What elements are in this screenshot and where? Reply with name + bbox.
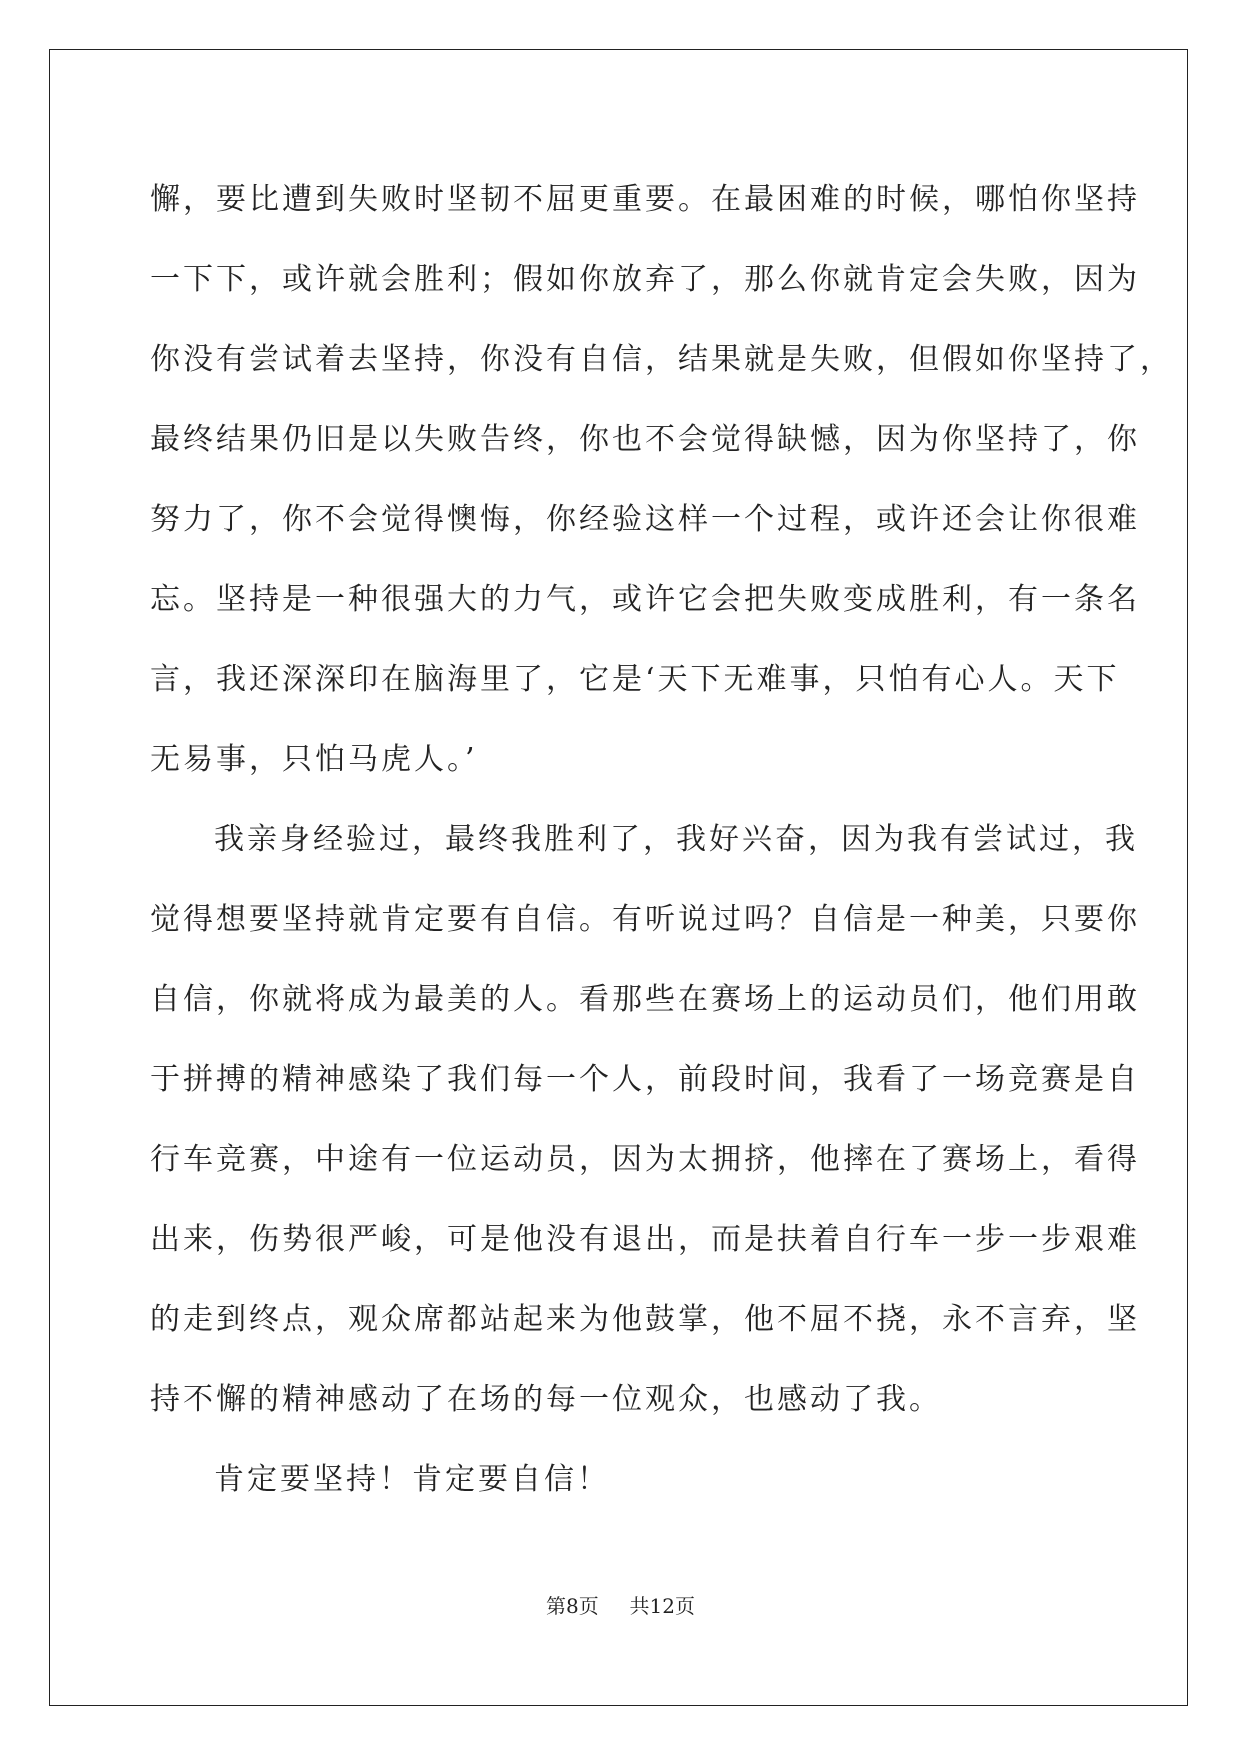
paragraph-start-line: 我亲身经验过，最终我胜利了，我好兴奋，因为我有尝试过，我 <box>214 822 1138 857</box>
page-footer <box>0 1590 1241 1619</box>
paragraph-start-line: 肯定要坚持！肯定要自信！ <box>214 1462 610 1497</box>
page-number-current: 第8页 <box>546 1594 599 1618</box>
text-line: 行车竞赛，中途有一位运动员，因为太拥挤，他摔在了赛场上，看得 <box>150 1142 1140 1177</box>
text-line: 的走到终点，观众席都站起来为他鼓掌，他不屈不挠，永不言弃，坚 <box>150 1302 1140 1337</box>
text-line: 言，我还深深印在脑海里了，它是‘天下无难事，只怕有心人。天下 <box>150 662 1120 697</box>
text-line: 无易事，只怕马虎人。’ <box>150 742 478 777</box>
text-line: 懈，要比遭到失败时坚韧不屈更重要。在最困难的时候，哪怕你坚持 <box>150 182 1140 217</box>
text-line: 你没有尝试着去坚持，你没有自信，结果就是失败，但假如你坚持了， <box>150 342 1173 377</box>
text-line: 出来，伤势很严峻，可是他没有退出，而是扶着自行车一步一步艰难 <box>150 1222 1140 1257</box>
text-line: 持不懈的精神感动了在场的每一位观众，也感动了我。 <box>150 1382 942 1417</box>
text-line: 忘。坚持是一种很强大的力气，或许它会把失败变成胜利，有一条名 <box>150 582 1140 617</box>
text-line: 觉得想要坚持就肯定要有自信。有听说过吗？自信是一种美，只要你 <box>150 902 1140 937</box>
document-body <box>150 160 1173 1520</box>
text-line: 一下下，或许就会胜利；假如你放弃了，那么你就肯定会失败，因为 <box>150 262 1140 297</box>
page-number-total: 共12页 <box>629 1594 695 1618</box>
text-line: 努力了，你不会觉得懊悔，你经验这样一个过程，或许还会让你很难 <box>150 502 1140 537</box>
text-line: 最终结果仍旧是以失败告终，你也不会觉得缺憾，因为你坚持了，你 <box>150 422 1140 457</box>
text-line: 自信，你就将成为最美的人。看那些在赛场上的运动员们，他们用敢 <box>150 982 1140 1017</box>
text-line: 于拼搏的精神感染了我们每一个人，前段时间，我看了一场竞赛是自 <box>150 1062 1140 1097</box>
